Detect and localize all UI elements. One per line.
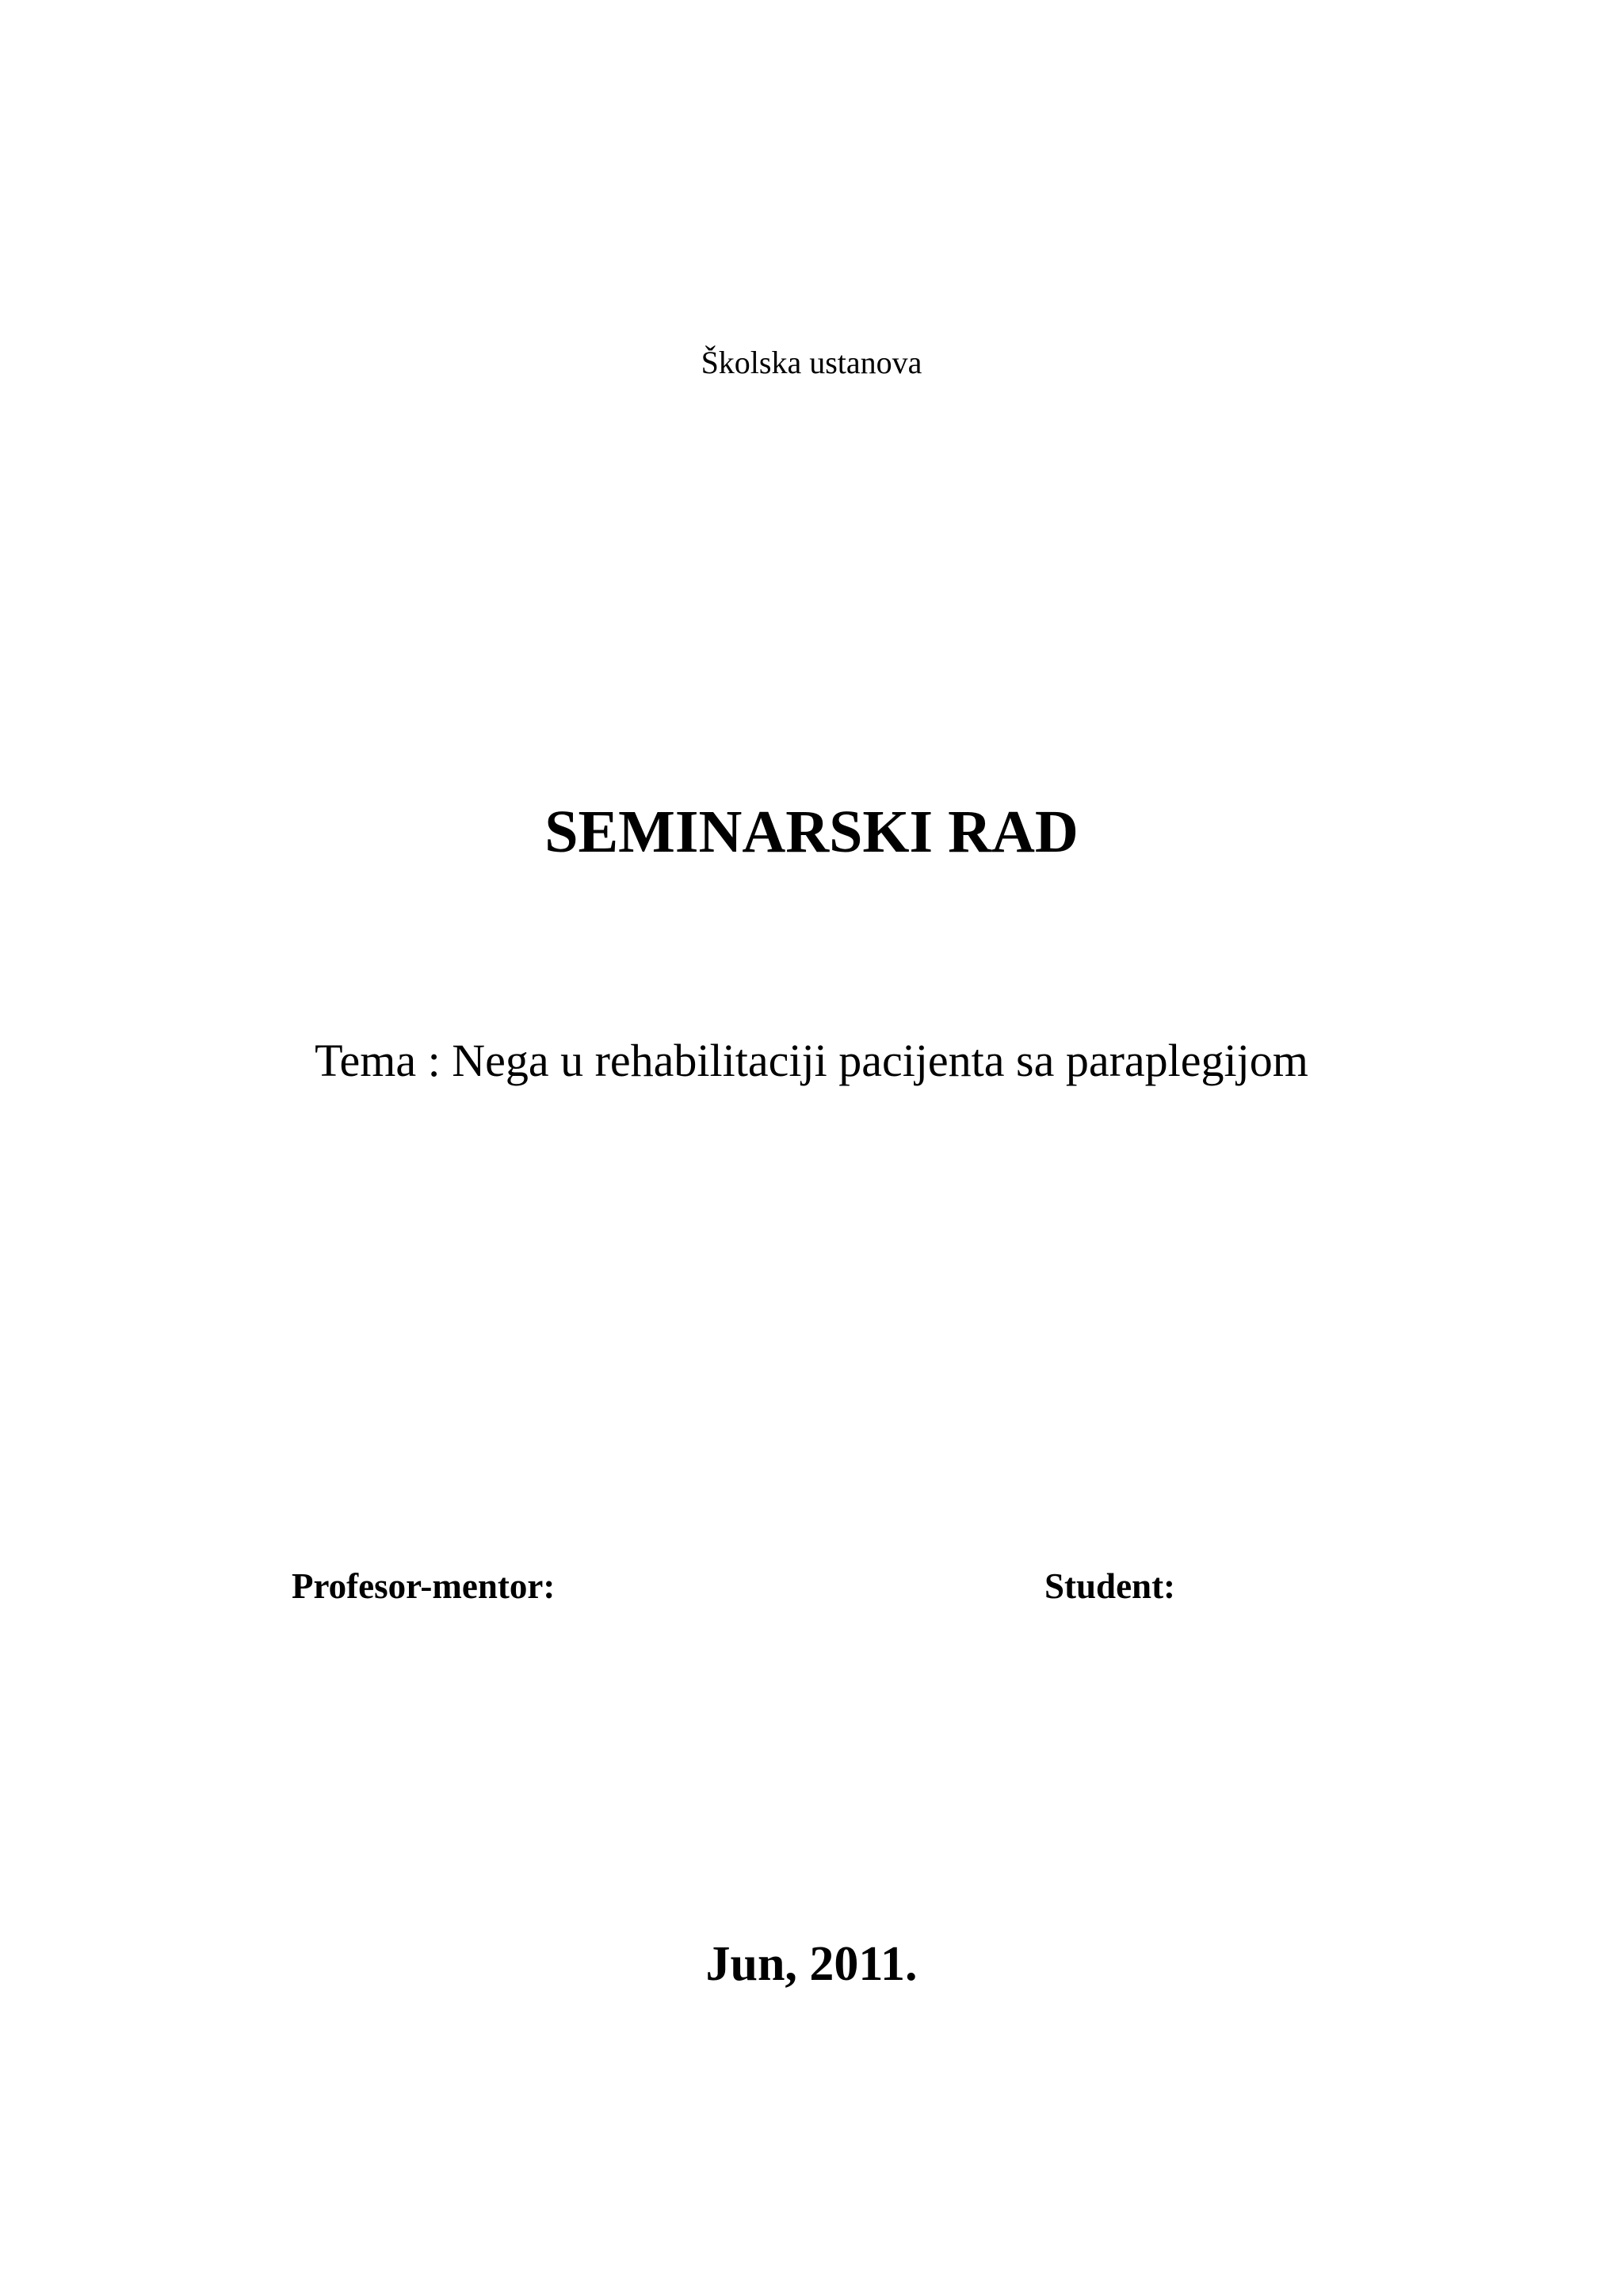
student-label: Student: [1044, 1566, 1176, 1606]
document-topic: Tema : Nega u rehabilitaciji pacijenta sa paraplegijom [315, 1035, 1308, 1086]
document-date: Jun, 2011. [705, 1937, 918, 1991]
mentor-label: Profesor-mentor: [292, 1566, 556, 1606]
institution-name: Školska ustanova [701, 345, 922, 380]
document-title: SEMINARSKI RAD [544, 799, 1079, 865]
